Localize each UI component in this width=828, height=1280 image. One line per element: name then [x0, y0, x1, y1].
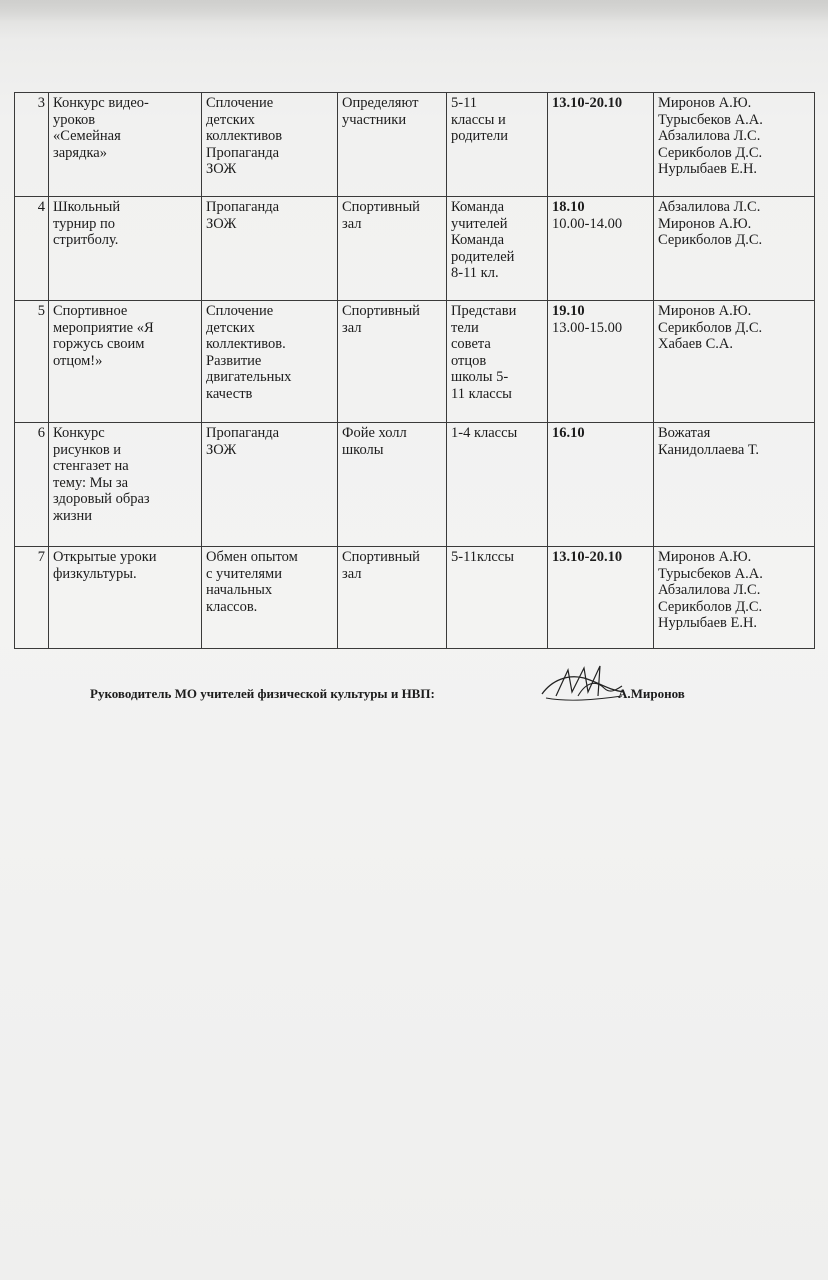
goal-text: Пропаганда ЗОЖ [206, 425, 280, 458]
responsible-text: Миронов А.Ю. Турысбеков А.А. Абзалилова Л.С. Серикболов Д.С. Нурлыбаев Е.Н. [658, 549, 763, 631]
table-row [15, 197, 815, 301]
date-cell [548, 301, 654, 423]
place-text: Спортивный зал [342, 199, 420, 232]
date-text: 18.10 [552, 199, 585, 215]
goal-cell [202, 197, 338, 301]
event-cell [49, 93, 202, 197]
place-text: Спортивный зал [342, 549, 420, 582]
event-text: Открытые уроки физкультуры. [53, 549, 157, 582]
participants-cell [447, 547, 548, 649]
place-cell [338, 197, 447, 301]
date-text: 13.10-20.10 [552, 549, 623, 565]
events-table [14, 92, 815, 649]
row-number: 5 [15, 301, 49, 423]
participants-text: 5-11клссы [451, 549, 514, 565]
event-text: Спортивное мероприятие «Я горжусь своим отцом!» [53, 303, 154, 369]
date-cell [548, 197, 654, 301]
event-cell [49, 197, 202, 301]
table-row [15, 547, 815, 649]
table-row [15, 93, 815, 197]
participants-cell [447, 423, 548, 547]
participants-text: 1-4 классы [451, 425, 518, 441]
goal-text: Сплочение детских коллективов. Развитие двигательных качеств [206, 303, 292, 402]
handwritten-signature [538, 662, 628, 706]
place-cell [338, 547, 447, 649]
row-number: 6 [15, 423, 49, 547]
goal-cell [202, 423, 338, 547]
responsible-text: Вожатая Канидоллаева Т. [658, 425, 759, 458]
goal-text: Сплочение детских коллективов Пропаганда ЗОЖ [206, 95, 283, 177]
place-text: Спортивный зал [342, 303, 420, 336]
participants-cell [447, 301, 548, 423]
row-number: 3 [15, 93, 49, 197]
event-text: Школьный турнир по стритболу. [53, 199, 121, 248]
date-text: 19.10 [552, 303, 585, 319]
event-text: Конкурс рисунков и стенгазет на тему: Мы за здоровый образ жизни [53, 425, 150, 524]
date-cell [548, 423, 654, 547]
participants-cell [447, 93, 548, 197]
responsible-cell [654, 301, 815, 423]
goal-text: Пропаганда ЗОЖ [206, 199, 280, 232]
event-cell [49, 301, 202, 423]
responsible-text: Миронов А.Ю. Серикболов Д.С. Хабаев С.А. [658, 303, 763, 352]
place-cell [338, 93, 447, 197]
signatory-name: А.Миронов [618, 686, 685, 701]
table-row [15, 301, 815, 423]
place-cell [338, 301, 447, 423]
responsible-cell [654, 197, 815, 301]
event-cell [49, 423, 202, 547]
responsible-text: Миронов А.Ю. Турысбеков А.А. Абзалилова Л.С. Серикболов Д.С. Нурлыбаев Е.Н. [658, 95, 763, 177]
participants-text: 5-11 классы и родители [451, 95, 508, 144]
date-text: 16.10 [552, 425, 585, 441]
place-text: Определяют участники [342, 95, 419, 128]
participants-text: Команда учителей Команда родителей 8-11 кл. [451, 199, 515, 281]
place-cell [338, 423, 447, 547]
signature-line [90, 686, 685, 702]
goal-cell [202, 93, 338, 197]
goal-text: Обмен опытом с учителями начальных классов. [206, 549, 298, 615]
row-number: 7 [15, 547, 49, 649]
date-text: 13.10-20.10 [552, 95, 623, 111]
time-text: 10.00-14.00 [552, 215, 623, 232]
page-top-shadow [0, 0, 828, 22]
responsible-text: Абзалилова Л.С. Миронов А.Ю. Серикболов Д.С. [658, 199, 763, 248]
table-row [15, 423, 815, 547]
responsible-cell [654, 423, 815, 547]
signatory-title: Руководитель МО учителей физической культуры и НВП: [90, 686, 435, 701]
row-number: 4 [15, 197, 49, 301]
event-cell [49, 547, 202, 649]
responsible-cell [654, 547, 815, 649]
goal-cell [202, 547, 338, 649]
responsible-cell [654, 93, 815, 197]
event-text: Конкурс видео- уроков «Семейная зарядка» [53, 95, 149, 161]
participants-cell [447, 197, 548, 301]
time-text: 13.00-15.00 [552, 319, 623, 336]
participants-text: Представи тели совета отцов школы 5- 11 классы [451, 303, 517, 402]
date-cell [548, 93, 654, 197]
date-cell [548, 547, 654, 649]
goal-cell [202, 301, 338, 423]
place-text: Фойе холл школы [342, 425, 407, 458]
